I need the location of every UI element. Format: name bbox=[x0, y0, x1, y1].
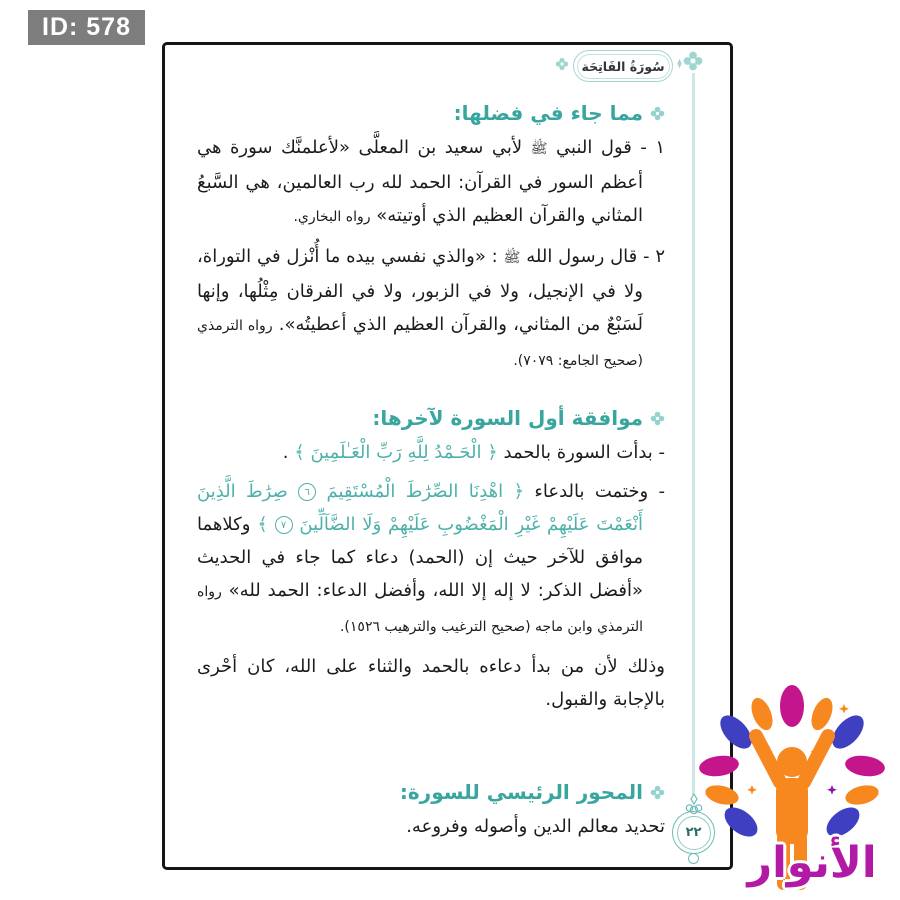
section2-heading-label: موافقة أول السورة لآخرها: bbox=[372, 406, 643, 430]
hadith-item-1 bbox=[197, 131, 665, 234]
logo-leaf-top bbox=[780, 685, 804, 727]
bullet-closing-verse bbox=[197, 475, 665, 644]
heading-flower-icon bbox=[650, 411, 665, 426]
ayah-number-6: ٦ bbox=[298, 483, 316, 501]
heading-flower-icon bbox=[650, 785, 665, 800]
section2-heading bbox=[197, 404, 665, 432]
section3-heading-label: المحور الرئيسي للسورة: bbox=[399, 780, 643, 804]
book-page bbox=[162, 42, 733, 870]
surah-title: سُورَةُ الفَاتِحَة bbox=[581, 58, 665, 74]
quran-verse-fatiha-closing-a: ﴿ اهْدِنَا الصِّرَٰطَ الْمُسْتَقِيمَ bbox=[316, 481, 525, 502]
header-left-flower-icon bbox=[555, 57, 569, 71]
quran-verse-fatiha-closing-b: صِرَٰطَ الَّذِينَ أَنْعَمْتَ عَلَيْهِمْ غَيْرِ الْمَغْضُوبِ عَلَيْهِمْ وَلَا الضَّآلِّينَ bbox=[197, 481, 643, 535]
quran-verse-fatiha-opening: ﴿ الْحَـمْدُ لِلَّهِ رَبِّ الْعَـٰلَمِينَ ﴾ bbox=[294, 442, 498, 463]
hadith2-source: رواه الترمذي (صحيح الجامع: ٧٠٧٩). bbox=[197, 318, 643, 369]
bullet2-text: - وختمت بالدعاء bbox=[524, 481, 665, 502]
bullet1-text: - بدأت السورة بالحمد bbox=[497, 442, 665, 463]
section3-heading bbox=[197, 778, 665, 806]
id-badge bbox=[28, 10, 145, 45]
publisher-wordmark: الأنوار bbox=[747, 838, 877, 888]
ayah-number-7: ٧ bbox=[275, 516, 293, 534]
section1-heading-label: مما جاء في فضلها: bbox=[453, 101, 643, 125]
hadith-item-2 bbox=[197, 240, 665, 378]
section3-text: تحديد معالم الدين وأصوله وفروعه. bbox=[406, 816, 665, 837]
heading-flower-icon bbox=[650, 106, 665, 121]
surah-title-cartouche bbox=[573, 50, 673, 82]
section2-conclusion: وذلك لأن من بدأ دعاءه بالحمد والثناء على الله، كان أحْرى بالإجابة والقبول. bbox=[197, 656, 665, 710]
hadith1-text: ١ - قول النبي bbox=[547, 137, 665, 158]
section1-heading bbox=[197, 99, 665, 127]
bullet2-commentary: وكلاهما موافق للآخر حيث إن (الحمد) دعاء كما جاء في الحديث «أفضل الذكر: لا إله إلا الله، وأفضل الدعاء: الحمد لله» bbox=[197, 514, 643, 601]
bullet-opening-verse bbox=[197, 436, 665, 469]
bullet2-source: رواه الترمذي وابن ماجه (صحيح الترغيب والترهيب ١٥٢٦). bbox=[197, 584, 643, 635]
hadith2-text-cont: : «والذي نفسي بيده ما أُنْزل في التوراة، ولا في الإنجيل، ولا في الزبور، ولا في الفرقان مِثْلُها، وإنها لَسَبْعٌ من المثاني، والقرآن العظيم الذي أعطيتُه». bbox=[197, 246, 643, 335]
header-right-flower-icon bbox=[683, 50, 703, 72]
quran-closing-bracket: ﴾ bbox=[257, 514, 275, 535]
saw-honorific: ﷺ bbox=[503, 250, 521, 266]
page-number: ٢٢ bbox=[685, 825, 702, 840]
page-content bbox=[197, 99, 665, 849]
surah-title-cartouche-inner bbox=[577, 54, 670, 79]
hadith1-source: رواه البخاري. bbox=[293, 209, 371, 225]
hadith2-text: ٢ - قال رسول الله bbox=[520, 246, 665, 267]
bullet1-end: . bbox=[282, 442, 295, 463]
hadith1-text-cont: لأبي سعيد بن المعلَّى «لأعلمنَّك سورة هي أعظم السور في القرآن: الحمد لله رب العالمين، هي السَّبعُ المثاني والقرآن العظيم الذي أوتيته» bbox=[197, 137, 643, 226]
saw-honorific: ﷺ bbox=[530, 141, 548, 157]
id-badge-label: ID: 578 bbox=[42, 13, 131, 41]
